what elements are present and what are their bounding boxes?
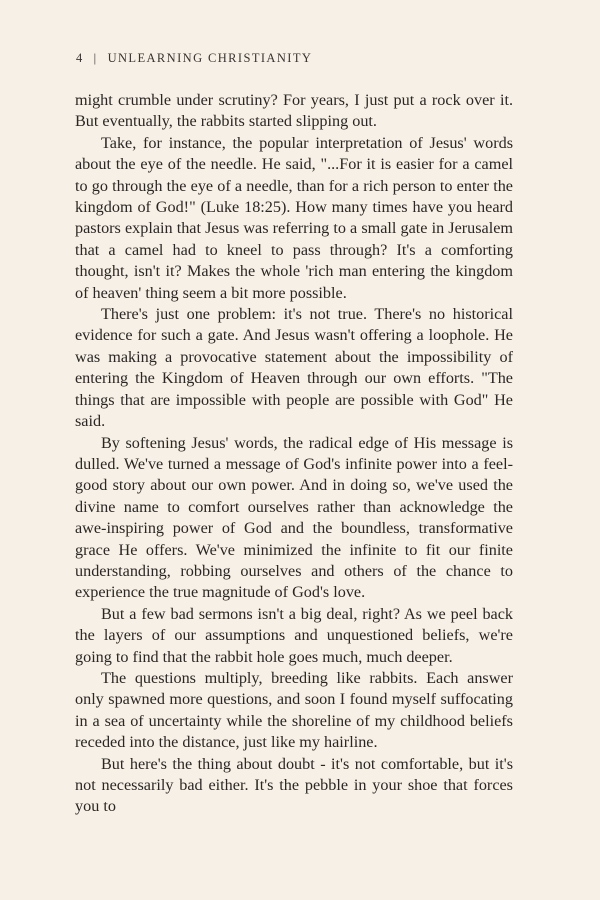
paragraph: But here's the thing about doubt - it's not comfortable, but it's not necessarily bad either. It's the pebble in your shoe that forces you to	[75, 754, 513, 816]
body-text	[75, 90, 513, 818]
paragraph: By softening Jesus' words, the radical edge of His message is dulled. We've turned a message of God's infinite power into a feel-good story about our own power. And in doing so, we've used the divine name to comfort ourselves rather than acknowledge the awe-inspiring power of God and the boundless, transformative grace He offers. We've minimized the infinite to fit our finite understanding, robbing ourselves and others of the chance to experience the true magnitude of God's love.	[75, 433, 513, 602]
paragraph: The questions multiply, breeding like rabbits. Each answer only spawned more questions, and soon I found myself suffocating in a sea of uncertainty while the shoreline of my childhood beliefs receded into the distance, just like my hairline.	[75, 668, 513, 752]
running-header	[76, 51, 312, 66]
paragraph: There's just one problem: it's not true. There's no historical evidence for such a gate. And Jesus wasn't offering a loophole. He was making a provocative statement about the impossibility of entering the Kingdom of Heaven through our own efforts. "The things that are impossible with people are possible with God" He said.	[75, 305, 513, 431]
paragraph: might crumble under scrutiny? For years, I just put a rock over it. But eventually, the rabbits started slipping out.	[75, 91, 513, 131]
header-separator: |	[93, 51, 98, 65]
paragraph: But a few bad sermons isn't a big deal, right? As we peel back the layers of our assumptions and unquestioned beliefs, we're going to find that the rabbit hole goes much, much deeper.	[75, 604, 513, 666]
page-number: 4	[76, 51, 84, 65]
paragraph: Take, for instance, the popular interpretation of Jesus' words about the eye of the needle. He said, "...For it is easier for a camel to go through the eye of a needle, than for a rich person to enter the kingdom of God!" (Luke 18:25). How many times have you heard pastors explain that Jesus was referring to a small gate in Jerusalem that a camel had to kneel to pass through? It's a comforting thought, isn't it? Makes the whole 'rich man entering the kingdom of heaven' thing seem a bit more possible.	[75, 133, 513, 302]
book-title: UNLEARNING CHRISTIANITY	[107, 51, 313, 65]
